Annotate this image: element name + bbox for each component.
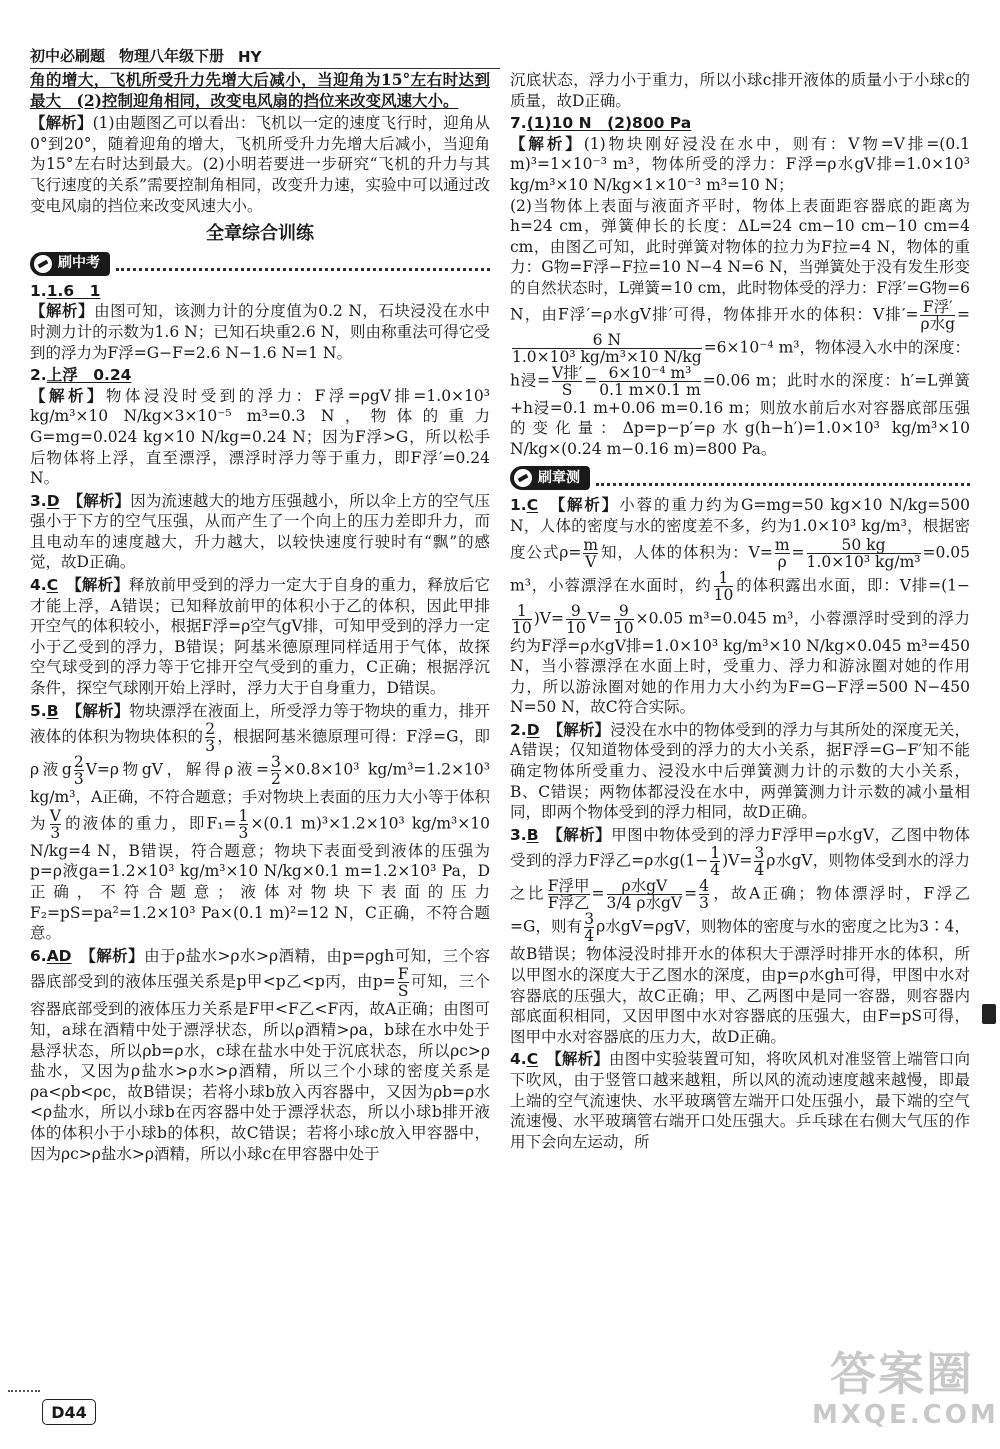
- page-number: D44: [42, 1399, 96, 1425]
- fraction: $\frac{9}{10}$: [613, 601, 634, 637]
- answer: D: [526, 720, 540, 739]
- answer: 上浮 0.24: [46, 366, 132, 385]
- fraction: $\frac{F}{S}$: [397, 965, 409, 1001]
- test-question-3: 3.B 【解析】甲图中物体受到的浮力F浮甲=ρ水gV，乙图中物体受到的浮力F浮乙=ρ水g(1− $\frac{1}{4}$ )V= $\frac{3}{4}$ ρ水gV，则物体受到水的浮力之比 $\frac{\text{F浮甲}}{\text{F浮乙}}$ = $\frac{\text{ρ水gV}}{\text{3/4 ρ水gV}}$ = $\frac{4}{3}$ ，故A正确；物体漂浮时，F浮乙=G，则有 $\frac{3}{4}$ ρ水gV=ρgV，则物体的密度与水的密度之比为3∶4，故B错误；物体浸没时排开水的体积大于漂浮时排开水的体积，所以甲图水的深度大于乙图水的深度，由p=ρ水gh可得，甲图中水对容器底的压强大，故C正确；甲、乙两图中是同一容器，则容器内部底面积相同，又因甲图中水对容器底的压强大，由F=pS可得，图甲中水对容器底的压力大，故D正确。: [510, 824, 970, 1046]
- header-series: 初中必刷题: [30, 47, 106, 65]
- side-tab-marker: [982, 1004, 996, 1024]
- fraction: $\frac{V}{3}$: [49, 806, 61, 842]
- continued-analysis: 【解析】(1)由题图乙可以看出：飞机以一定的速度飞行时，迎角从0°到20°，随着迎角的增大，飞机所受升力先增大后减小，当迎角为15°左右时达到最大。(2)小明若要进一步研究“飞机的升力与其飞行速度的关系”需要控制角相同，改变升力速，实验中可以通过改变电风扇的挡位来改变风速大小。: [30, 113, 490, 215]
- fraction: $\frac{6 N}{\text{1.0×10³ kg/m³×10 N/kg}}$: [512, 330, 702, 366]
- header-subject: 物理八年级下册: [119, 47, 225, 65]
- brush-icon: [514, 469, 532, 487]
- fraction: $\frac{3}{2}$: [270, 753, 281, 789]
- answer: C: [526, 1050, 539, 1069]
- fraction: $\frac{1}{10}$: [512, 601, 532, 637]
- fraction: $\frac{3}{4}$: [754, 844, 765, 880]
- running-header: [30, 46, 500, 69]
- answer: B: [46, 701, 59, 720]
- fraction: $\frac{2}{3}$: [205, 720, 216, 756]
- banner-badge: 刷中考: [30, 252, 110, 276]
- fraction: $\frac{50 kg}{\text{1.0×10³ kg/m³}}$: [806, 535, 921, 571]
- fraction: $\frac{1}{4}$: [710, 844, 721, 880]
- footer-dotted-rule: [8, 1390, 40, 1392]
- answer: D: [46, 491, 60, 510]
- banner-zhangce: [510, 465, 970, 491]
- question-2: 2.上浮 0.24 【解析】物体浸没时受到的浮力：F浮=ρgV排=1.0×10³ kg/m³×10 N/kg×3×10⁻⁵ m³=0.3 N，物体的重力G=mg=0.024 kg×10 N/kg=0.24 N；因为F浮>G，所以松手后物体将上浮，直至漂浮，漂浮时浮力等于重力，即F浮′=0.24 N。: [30, 366, 490, 488]
- question-6: 6.AD 【解析】由于ρ盐水>ρ水>ρ酒精，由p=ρgh可知，三个容器底部受到的液体压强关系是p甲<p乙<p丙，由p= $\frac{F}{S}$ 可知，三个容器底部受到的液体压力关系是F甲<F乙<F丙，故A正确；由图可知，a球在酒精中处于漂浮状态，所以ρ酒精>ρa，b球在水中处于悬浮状态，所以ρb=ρ水，c球在盐水中处于沉底状态，所以ρc>ρ盐水，又因为ρ盐水>ρ水>ρ酒精，所以三个小球的密度关系是ρa<ρb<ρc，故B错误；若将小球b放入丙容器中，又因为ρb=ρ水<ρ盐水，所以小球b在丙容器中处于漂浮状态，所以小球b排开液体的体积小于小球b的体积，故C错误；若将小球c放入甲容器中，因为ρc>ρ盐水>ρ酒精，所以小球c在甲容器中处于: [30, 945, 490, 1163]
- fraction: $\frac{9}{10}$: [565, 601, 586, 637]
- fraction: $\frac{2}{3}$: [73, 753, 84, 789]
- banner-dotted-rule: [596, 471, 970, 486]
- fraction: $\frac{m}{\rho}$: [774, 535, 790, 571]
- watermark-logo: 答案圈 MXQE.COM: [812, 1347, 999, 1430]
- question-7: 7.(1)10 N (2)800 Pa 【解析】(1)物块刚好浸没在水中，则有：V物=V排=(0.1 m)³=1×10⁻³ m³，物体所受的浮力：F浮=ρ水gV排=1.0×10³ kg/m³×10 N/kg×1×10⁻³ m³=10 N； (2)当物体上表面与液面齐平时，物体上表面距容器底的距离为h=24 cm，弹簧伸长的长度：ΔL=24 cm−10 cm−10 cm=4 cm，由图乙可知，此时弹簧对物体的拉力为F拉=4 N，物体的重力：G物=F浮−F拉=10 N−4 N=6 N，当弹簧处于没有发生形变的自然状态时，L弹簧=10 cm，此时物体受的浮力：F浮′=G物=6 N，由F浮′=ρ水gV排′可得，物体排开水的体积：V排′= $\frac{\text{F浮′}}{\text{ρ水g}}$ = $\frac{6 N}{\text{1.0×10³ kg/m³×10 N/kg}}$ =6×10⁻⁴ m³，物体浸入水中的深度：h浸= $\frac{\text{V排′}}{S}$ = $\frac{\text{6×10⁻⁴ m³}}{0.1 m\times 0.1 m}$ =0.06 m；此时水的深度：h′=L弹簧+h浸=0.1 m+0.06 m=0.16 m；则放水前后水对容器底部压强的变化量：Δp=p−p′=ρ水g(h−h′)=1.0×10³ kg/m³×10 N/kg×(0.24 m−0.16 m)=800 Pa。: [510, 114, 970, 458]
- question-5: 5.B 【解析】物块漂浮在液面上，所受浮力等于物块的重力，排开液体的体积为物块体积的 $\frac{2}{3}$ ，根据阿基米德原理可得：F浮=G，即ρ液g $\frac{2}{3}$ V=ρ物gV，解得ρ液= $\frac{3}{2}$ ×0.8×10³ kg/m³=1.2×10³ kg/m³，A正确，不符合题意；手对物块上表面的压力大小等于体积为 $\frac{V}{3}$ 的液体的重力，即F₁= $\frac{1}{3}$ ×(0.1 m)³×1.2×10³ kg/m³×10 N/kg=4 N，B错误，符合题意；物块下表面受到液体的压强为p=ρ液ga=1.2×10³ kg/m³×10 N/kg×0.1 m=1.2×10³ Pa，D正确，不符合题意；液体对物块下表面的压力F₂=pS=pa²=1.2×10³ Pa×(0.1 m)²=12 N，C正确，不符合题意。: [30, 700, 490, 943]
- fraction: $\frac{\text{V排′}}{S}$: [551, 363, 583, 399]
- fraction: $\frac{\text{ρ水gV}}{\text{3/4 ρ水gV}}$: [606, 877, 683, 913]
- answer: C: [526, 496, 539, 515]
- fraction: $\frac{\text{F浮甲}}{\text{F浮乙}}$: [547, 877, 590, 913]
- left-column: [30, 70, 490, 1166]
- question-1: 1.1.6 1 【解析】由图可知，该测力计的分度值为0.2 N，石块浸没在水中时测力计的示数为1.6 N；已知石块重2.6 N，则由称重法可得它受到的浮力为F浮=G−F=2.6 N−1.6 N=1 N。: [30, 281, 490, 362]
- continued-answer: 角的增大，飞机所受升力先增大后减小，当迎角为15°左右时达到最大 (2)控制迎角相同，改变电风扇的挡位来改变风速大小。: [30, 70, 490, 110]
- continued-q6: 沉底状态，浮力小于重力，所以小球c排开液体的质量小于小球c的质量，故D正确。: [510, 71, 970, 110]
- answer: C: [46, 576, 59, 595]
- answer: AD: [46, 946, 72, 965]
- fraction: $\frac{3}{4}$: [584, 910, 595, 946]
- answer: 1.6 1: [46, 281, 101, 300]
- banner-dotted-rule: [116, 256, 490, 271]
- answer: B: [526, 825, 539, 844]
- answer: (1)10 N (2)800 Pa: [526, 114, 692, 133]
- test-question-1: 1.C 【解析】小蓉的重力约为G=mg=50 kg×10 N/kg=500 N，人体的密度与水的密度差不多，约为1.0×10³ kg/m³，根据密度公式ρ= $\frac{m}{V}$ 知，人体的体积为：V= $\frac{m}{\rho}$ = $\frac{50 kg}{\text{1.0×10³ kg/m³}}$ =0.05 m³，小蓉漂浮在水面时，约 $\frac{1}{10}$ 的体积露出水面，即：V排=(1− $\frac{1}{10}$ )V= $\frac{9}{10}$ V= $\frac{9}{10}$ ×0.05 m³=0.045 m³，小蓉漂浮时受到的浮力约为F浮=ρ水gV排=1.0×10³ kg/m³×10 N/kg×0.045 m³=450 N，当小蓉漂浮在水面上时，受重力、浮力和游泳圈对她的作用力，所以游泳圈对她的作用力大小约为F=G−F浮=500 N−450 N=50 N，故C符合实际。: [510, 495, 970, 717]
- question-3: 3.D 【解析】因为流速越大的地方压强越小，所以伞上方的空气压强小于下方的空气压强，从而产生了一个向上的压力差即升力，而且电动车的速度越大，升力越大，以较快速度行驶时有“飘”的感觉，故D正确。: [30, 490, 490, 572]
- section-title: 全章综合训练: [206, 223, 314, 245]
- question-4: 4.C 【解析】释放前甲受到的浮力一定大于自身的重力，释放后它才能上浮，A错误；已知释放前甲的体积小于乙的体积，因此甲排开空气的体积较小，根据F浮=ρ空气gV排，可知甲受到的浮力一定小于乙受到的浮力，B错误；阿基米德原理同样适用于气体，故探空气球受到的浮力等于它排开空气受到的重力，C正确；根据浮沉条件，探空气球刚开始上浮时，浮力大于自身重力，D错误。: [30, 575, 490, 698]
- right-column: [510, 70, 970, 1154]
- brush-icon: [34, 255, 52, 273]
- test-question-2: 2.D 【解析】浸没在水中的物体受到的浮力与其所处的深度无关，A错误；仅知道物体受到的浮力的大小关系，据F浮=G−F′知不能确定物体所受重力、浸没水中后弹簧测力计的示数的大小关系，B、C错误；两物体都浸没在水中，两弹簧测力计示数的减小量相同，即两个物体受到的浮力相同，故D正确。: [510, 719, 970, 822]
- fraction: $\frac{m}{V}$: [583, 535, 599, 571]
- banner-zhongkao: [30, 251, 490, 277]
- fraction: $\frac{1}{10}$: [713, 568, 734, 604]
- banner-badge: 刷章测: [510, 466, 590, 490]
- fraction: $\frac{\text{6×10⁻⁴ m³}}{0.1 m\times 0.1 m}$: [599, 363, 701, 399]
- header-edition: HY: [238, 48, 262, 66]
- fraction: $\frac{4}{3}$: [699, 877, 709, 913]
- fraction: $\frac{\text{F浮′}}{\text{ρ水g}}$: [920, 297, 955, 333]
- test-question-4: 4.C 【解析】由图中实验装置可知，将吹风机对准竖管上端管口向下吹风，由于竖管口越来越粗，所以风的流动速度越来越慢，即最上端的空气流速快、水平玻璃管左端开口处压强小，最下端的空气流速慢、水平玻璃管右端开口处压强大。乒乓球在右侧大气压的作用下会向左运动，所: [510, 1049, 970, 1151]
- fraction: $\frac{1}{3}$: [238, 806, 249, 842]
